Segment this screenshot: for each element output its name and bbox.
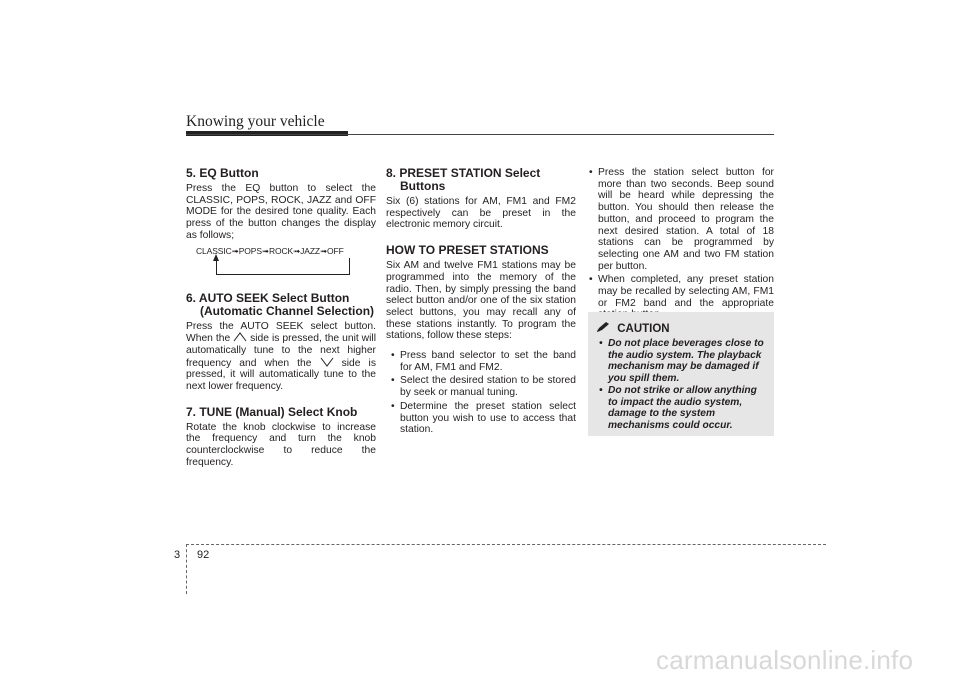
column-2 [386, 167, 576, 438]
footer-vertical-rule [186, 544, 187, 594]
diagram-line [216, 257, 217, 275]
list-item: • Do not strike or allow anything to impact the audio system, damage to the system mechanisms could occur. [599, 385, 757, 431]
preset-heading-line-2: Buttons [400, 179, 446, 193]
seek-heading [186, 292, 376, 318]
diagram-line [216, 274, 350, 275]
caution-box [588, 312, 774, 436]
chapter-number: 3 [174, 549, 181, 561]
seek-heading-line-2: (Automatic Channel Selection) [200, 303, 375, 318]
eq-sequence-diagram [186, 246, 376, 282]
header-rule [186, 134, 774, 135]
diagram-line [349, 258, 350, 275]
column-1 [186, 167, 376, 469]
caution-title: CAUTION [617, 323, 670, 335]
seek-body-part-3: side is pressed, it will automatically tune to the next lower frequency. [186, 357, 376, 393]
page-header-title: Knowing your vehicle [186, 113, 325, 130]
preset-heading-line-1: 8. PRESET STATION Select [386, 166, 541, 180]
eq-heading: 5. EQ Button [186, 166, 259, 180]
list-item: • Select the desired station to be stored by seek or manual tuning. [391, 375, 576, 399]
preset-steps-continued [584, 167, 774, 321]
seek-body [186, 321, 376, 393]
list-item: • Press band selector to set the band for AM, FM1 and FM2. [391, 350, 576, 373]
footer-rule [186, 544, 826, 545]
howto-body: Six AM and twelve FM1 stations may be programmed into the memory of the radio. Then, by simply pressing the band select button and/or one of the six station select buttons, you may recall any of these stations instantly. To program the stations, follow these steps: [386, 260, 576, 342]
tune-heading: 7. TUNE (Manual) Select Knob [186, 404, 358, 419]
caution-list [594, 338, 768, 432]
howto-heading: HOW TO PRESET STATIONS [386, 243, 549, 258]
watermark-text: carmanualsonline.info [656, 645, 914, 675]
preset-body: Six (6) stations for AM, FM1 and FM2 respectively can be preset in the electronic memory circuit. [386, 196, 576, 231]
preset-heading [386, 167, 576, 193]
pencil-icon [596, 322, 610, 333]
seek-down-icon [320, 357, 334, 367]
list-item: • When completed, any preset station may be recalled by selecting AM, FM1 or FM2 band and the appropriate [589, 274, 774, 309]
list-item: • Do not place beverages close to the audio system. The playback mechanism may be damaged if you spill them. [599, 338, 764, 384]
tune-body: Rotate the knob clockwise to increase the frequency and turn the knob counterclockwise to reduce the frequency. [186, 421, 376, 468]
list-item: • Determine the preset station select button you wish to use to access that station. [391, 400, 576, 436]
preset-steps-list [386, 350, 576, 436]
seek-body-part-2: side is pressed, the unit will automatically tune to the next higher frequency and when the [186, 333, 376, 369]
page-number: 92 [197, 549, 210, 561]
eq-sequence: CLASSIC➟POPS➟ROCK➟JAZZ➟OFF [196, 245, 344, 256]
seek-up-icon [233, 332, 247, 342]
seek-body-part-1: Press the AUTO SEEK select button. When the [186, 320, 376, 345]
eq-body: Press the EQ button to select the CLASSIC, POPS, ROCK, JAZZ and OFF MODE for the desired tone quality. Each press of the button changes the display as follows; [186, 183, 376, 241]
list-item: • Press the station select button for more than two seconds. Beep sound will be heard while depressing the button. You should then release the button, and proceed to program the next desired station. A total of 18 stations can be programmed by selecting one AM and two FM station per button. [589, 167, 774, 272]
caution-header [596, 322, 670, 335]
column-3 [584, 167, 774, 323]
seek-heading-line-1: 6. AUTO SEEK Select Button [186, 290, 350, 305]
